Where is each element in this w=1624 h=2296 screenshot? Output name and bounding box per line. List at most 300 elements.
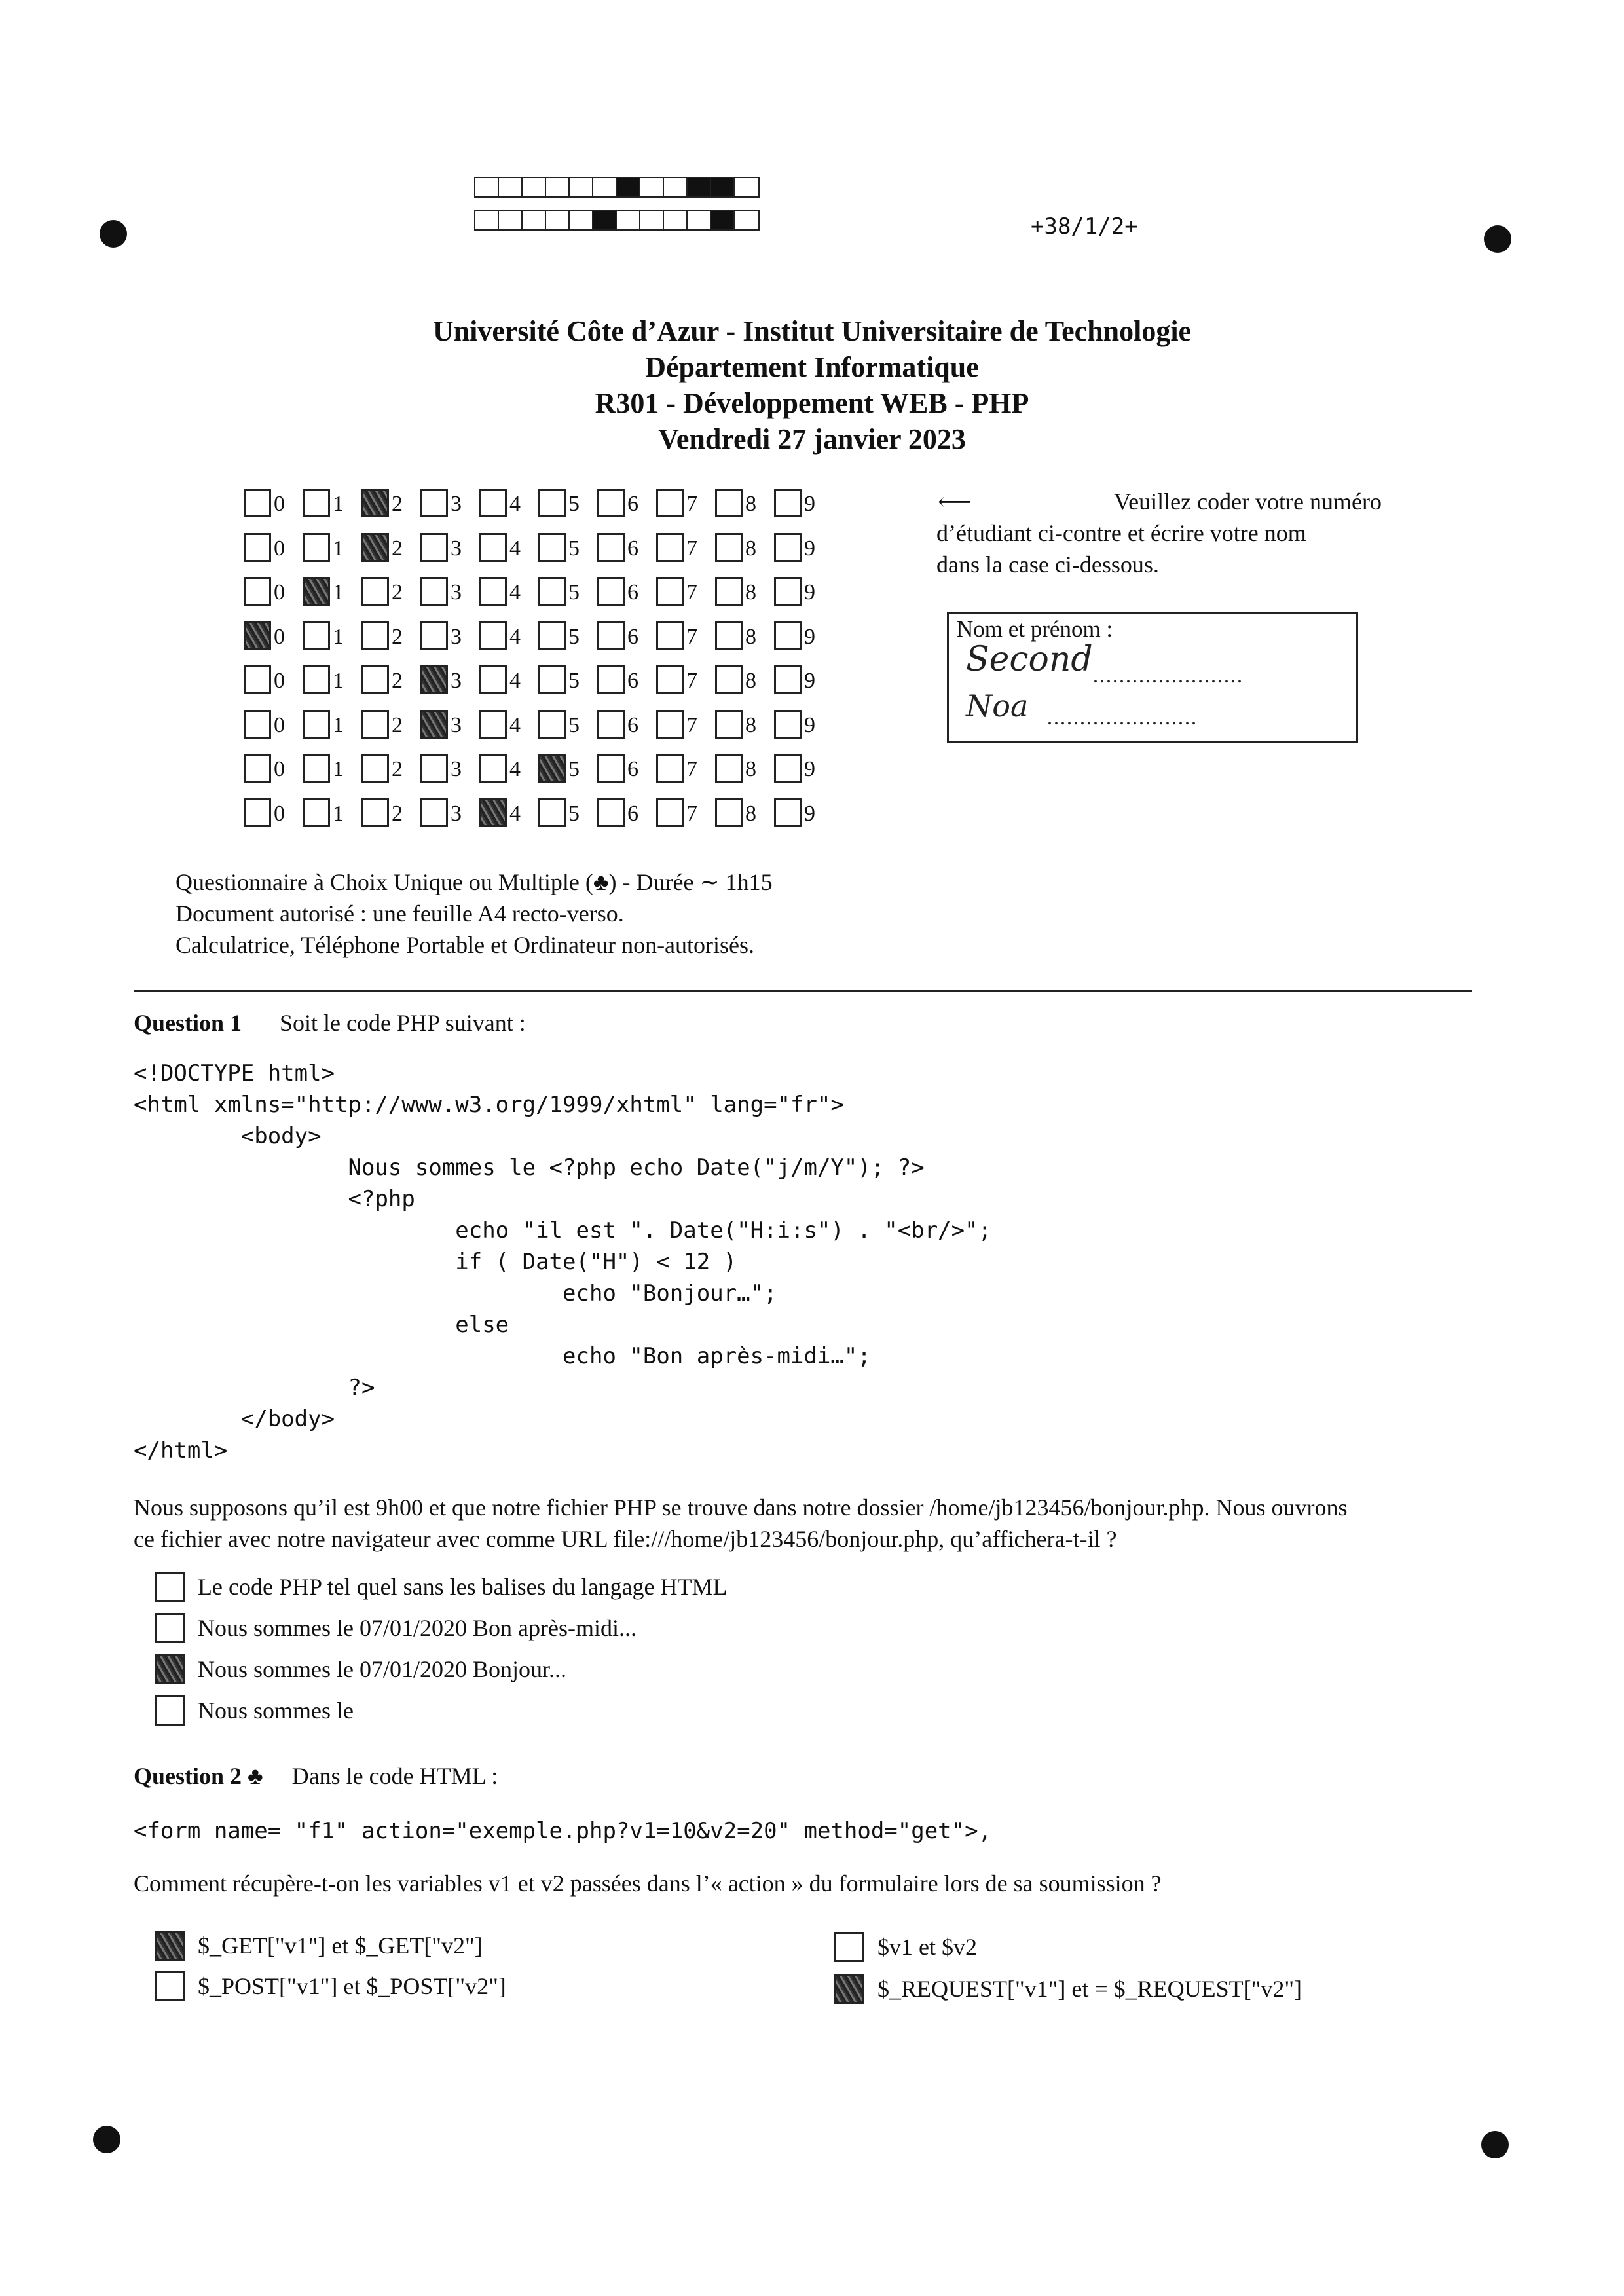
digit-checkbox-filled[interactable]	[479, 798, 507, 827]
digit-checkbox[interactable]	[774, 754, 802, 783]
digit-label: 7	[686, 580, 697, 604]
digit-label: 7	[686, 757, 697, 781]
digit-option	[715, 572, 774, 606]
digit-label: 9	[804, 624, 815, 649]
barcode-cell	[711, 178, 735, 196]
question-2-choice[interactable]	[834, 1932, 977, 1962]
digit-option	[538, 616, 597, 650]
answer-checkbox[interactable]	[155, 1613, 185, 1643]
digit-option	[244, 660, 303, 694]
digit-option	[303, 660, 361, 694]
digit-checkbox[interactable]	[244, 710, 271, 739]
digit-option	[597, 793, 656, 827]
digit-label: 9	[804, 492, 815, 516]
barcode-cell	[499, 211, 523, 229]
digit-checkbox-filled[interactable]	[361, 533, 389, 562]
digit-checkbox-filled[interactable]	[303, 577, 330, 606]
digit-option	[420, 528, 479, 562]
question-1-code: <!DOCTYPE html> <html xmlns="http://www.w3.org/1999/xhtml" lang="fr"> <body> Nous sommes le <?php echo Date("j/m/Y"); ?> <?php echo "il est ". Date("H:i:s") . "<br/>"; if ( Date("H") < 12 ) echo "Bonjour…"; else echo "Bon après-midi…"; ?> </body> </html>	[134, 1060, 992, 1464]
question-1-text	[134, 1492, 1348, 1555]
barcode-cell	[593, 211, 617, 229]
page-barcode-top	[474, 177, 760, 198]
digit-checkbox[interactable]	[303, 533, 330, 562]
page-id: +38/1/2+	[1031, 213, 1138, 240]
digit-checkbox[interactable]	[538, 798, 566, 827]
digit-label: 9	[804, 713, 815, 737]
digit-label: 6	[627, 492, 638, 516]
digit-label: 8	[745, 580, 756, 604]
student-number-row	[244, 572, 833, 606]
digit-label: 1	[333, 536, 344, 561]
digit-checkbox[interactable]	[656, 533, 684, 562]
digit-checkbox[interactable]	[715, 665, 743, 694]
student-number-row	[244, 616, 833, 650]
barcode-cell	[570, 178, 593, 196]
digit-checkbox[interactable]	[774, 798, 802, 827]
digit-option	[538, 749, 597, 783]
digit-option	[303, 528, 361, 562]
digit-checkbox[interactable]	[303, 754, 330, 783]
digit-checkbox[interactable]	[244, 577, 271, 606]
digit-label: 4	[509, 536, 521, 561]
question-2-choice[interactable]	[155, 1971, 506, 2001]
digit-label: 1	[333, 580, 344, 604]
digit-checkbox[interactable]	[244, 489, 271, 517]
digit-checkbox[interactable]	[774, 665, 802, 694]
digit-label: 0	[274, 757, 285, 781]
digit-checkbox[interactable]	[538, 621, 566, 650]
digit-label: 1	[333, 713, 344, 737]
question-1-text-line-2: ce fichier avec notre navigateur avec comme URL file:///home/jb123456/bonjour.php, qu’affichera-t-il ?	[134, 1526, 1117, 1552]
digit-checkbox[interactable]	[656, 798, 684, 827]
answer-label: Le code PHP tel quel sans les balises du langage HTML	[198, 1574, 728, 1600]
header-date: Vendredi 27 janvier 2023	[658, 423, 966, 455]
digit-label: 2	[392, 801, 403, 826]
digit-label: 5	[568, 669, 580, 693]
digit-checkbox[interactable]	[774, 710, 802, 739]
digit-option	[774, 616, 833, 650]
digit-checkbox[interactable]	[656, 665, 684, 694]
barcode-cell	[570, 211, 593, 229]
digit-checkbox[interactable]	[597, 710, 625, 739]
digit-label: 5	[568, 492, 580, 516]
digit-label: 2	[392, 713, 403, 737]
registration-dot-top-right	[1484, 225, 1511, 253]
digit-option	[479, 749, 538, 783]
name-dots-line-1: .......................	[1093, 663, 1244, 687]
digit-checkbox[interactable]	[361, 665, 389, 694]
question-2	[134, 1760, 498, 1792]
digit-option	[774, 705, 833, 739]
barcode-cell	[546, 178, 570, 196]
digit-label: 8	[745, 624, 756, 649]
digit-option	[420, 793, 479, 827]
answer-checkbox[interactable]	[834, 1932, 864, 1962]
digit-checkbox[interactable]	[303, 489, 330, 517]
name-box[interactable]	[947, 612, 1358, 743]
answer-checkbox[interactable]	[155, 1572, 185, 1602]
question-1-text-line-1: Nous supposons qu’il est 9h00 et que notre fichier PHP se trouve dans notre dossier /home/jb123456/bonjour.php. Nous ouvrons	[134, 1494, 1348, 1521]
digit-checkbox[interactable]	[420, 533, 448, 562]
digit-checkbox-filled[interactable]	[361, 489, 389, 517]
digit-option	[361, 616, 420, 650]
answer-checkbox-checked[interactable]	[834, 1974, 864, 2004]
question-2-choice[interactable]	[155, 1931, 483, 1961]
digit-checkbox[interactable]	[303, 798, 330, 827]
digit-option	[244, 793, 303, 827]
digit-checkbox[interactable]	[715, 577, 743, 606]
barcode-cell	[617, 178, 640, 196]
digit-option	[656, 660, 715, 694]
instructions-line-3: dans la case ci-dessous.	[936, 551, 1159, 578]
digit-checkbox[interactable]	[774, 577, 802, 606]
digit-label: 7	[686, 536, 697, 561]
digit-label: 1	[333, 757, 344, 781]
answer-checkbox-checked[interactable]	[155, 1654, 185, 1684]
digit-option	[303, 483, 361, 517]
digit-checkbox[interactable]	[597, 577, 625, 606]
digit-option	[244, 572, 303, 606]
barcode-cell	[640, 211, 664, 229]
header-university: Université Côte d’Azur - Institut Universitaire de Technologie	[432, 315, 1192, 347]
question-1-choice[interactable]	[155, 1654, 566, 1684]
instructions-line-2: d’étudiant ci-contre et écrire votre nom	[936, 520, 1306, 546]
digit-label: 4	[509, 492, 521, 516]
handwritten-first-name: Noa	[966, 688, 1029, 724]
barcode-cell	[546, 211, 570, 229]
barcode-cell	[664, 211, 688, 229]
digit-label: 1	[333, 669, 344, 693]
digit-option	[479, 572, 538, 606]
student-number-row	[244, 705, 833, 739]
name-dots-line-2: .......................	[1047, 705, 1198, 729]
digit-label: 3	[451, 492, 462, 516]
question-2-title: Question 2 ♣	[134, 1763, 263, 1789]
digit-label: 5	[568, 713, 580, 737]
question-1-choice[interactable]	[155, 1613, 637, 1643]
digit-checkbox[interactable]	[597, 621, 625, 650]
digit-checkbox[interactable]	[479, 621, 507, 650]
digit-option	[715, 616, 774, 650]
digit-option	[303, 749, 361, 783]
digit-label: 2	[392, 492, 403, 516]
digit-label: 6	[627, 801, 638, 826]
digit-option	[361, 705, 420, 739]
question-2-code: <form name= "f1" action="exemple.php?v1=10&v2=20" method="get">,	[134, 1818, 992, 1844]
digit-label: 4	[509, 669, 521, 693]
digit-label: 9	[804, 536, 815, 561]
digit-label: 9	[804, 757, 815, 781]
digit-option	[715, 528, 774, 562]
digit-option	[715, 660, 774, 694]
exam-info	[175, 866, 773, 961]
question-2-choice[interactable]	[834, 1974, 1302, 2004]
digit-option	[303, 793, 361, 827]
digit-label: 0	[274, 580, 285, 604]
digit-label: 8	[745, 801, 756, 826]
handwritten-last-name: Second	[966, 640, 1093, 679]
digit-option	[479, 705, 538, 739]
answer-checkbox[interactable]	[155, 1971, 185, 2001]
header-course: R301 - Développement WEB - PHP	[595, 387, 1029, 419]
digit-checkbox[interactable]	[656, 754, 684, 783]
instructions-line-1: Veuillez coder votre numéro	[1114, 489, 1382, 515]
digit-label: 6	[627, 624, 638, 649]
digit-option	[244, 749, 303, 783]
digit-checkbox[interactable]	[361, 754, 389, 783]
digit-option	[361, 749, 420, 783]
question-1-intro: Soit le code PHP suivant :	[280, 1010, 526, 1036]
student-number-row	[244, 749, 833, 783]
digit-option	[303, 705, 361, 739]
exam-info-line-2: Document autorisé : une feuille A4 recto-verso.	[175, 900, 624, 927]
digit-label: 3	[451, 580, 462, 604]
digit-checkbox[interactable]	[597, 798, 625, 827]
digit-checkbox[interactable]	[479, 754, 507, 783]
digit-option	[420, 616, 479, 650]
digit-checkbox[interactable]	[774, 621, 802, 650]
answer-label: $_GET["v1"] et $_GET["v2"]	[198, 1933, 483, 1959]
digit-label: 9	[804, 801, 815, 826]
digit-option	[656, 749, 715, 783]
digit-label: 2	[392, 624, 403, 649]
digit-option	[420, 483, 479, 517]
digit-label: 8	[745, 536, 756, 561]
digit-option	[656, 793, 715, 827]
digit-option	[538, 483, 597, 517]
registration-dot-bottom-right	[1481, 2131, 1509, 2158]
digit-label: 5	[568, 757, 580, 781]
digit-label: 0	[274, 624, 285, 649]
digit-checkbox[interactable]	[303, 665, 330, 694]
digit-checkbox[interactable]	[715, 754, 743, 783]
digit-label: 6	[627, 757, 638, 781]
digit-label: 7	[686, 801, 697, 826]
digit-checkbox[interactable]	[597, 533, 625, 562]
digit-checkbox[interactable]	[479, 710, 507, 739]
digit-checkbox[interactable]	[244, 533, 271, 562]
digit-label: 0	[274, 801, 285, 826]
digit-checkbox[interactable]	[538, 710, 566, 739]
digit-label: 7	[686, 492, 697, 516]
digit-checkbox[interactable]	[479, 489, 507, 517]
digit-checkbox[interactable]	[420, 489, 448, 517]
digit-checkbox[interactable]	[538, 489, 566, 517]
digit-option	[538, 528, 597, 562]
registration-dot-bottom-left	[93, 2126, 120, 2153]
digit-checkbox[interactable]	[597, 665, 625, 694]
digit-checkbox[interactable]	[656, 489, 684, 517]
digit-option	[479, 616, 538, 650]
digit-option	[538, 793, 597, 827]
digit-checkbox[interactable]	[420, 754, 448, 783]
digit-option	[656, 528, 715, 562]
barcode-cell	[640, 178, 664, 196]
digit-label: 7	[686, 713, 697, 737]
digit-option	[656, 616, 715, 650]
digit-option	[597, 483, 656, 517]
digit-checkbox[interactable]	[597, 754, 625, 783]
digit-option	[244, 705, 303, 739]
digit-checkbox[interactable]	[538, 533, 566, 562]
digit-label: 7	[686, 624, 697, 649]
digit-option	[774, 749, 833, 783]
digit-option	[715, 705, 774, 739]
digit-checkbox[interactable]	[656, 710, 684, 739]
digit-label: 4	[509, 801, 521, 826]
exam-info-line-3: Calculatrice, Téléphone Portable et Ordinateur non-autorisés.	[175, 932, 755, 958]
digit-option	[244, 616, 303, 650]
digit-option	[715, 793, 774, 827]
answer-label: $v1 et $v2	[877, 1934, 977, 1960]
question-1-title: Question 1	[134, 1010, 242, 1036]
digit-checkbox-filled[interactable]	[538, 754, 566, 783]
digit-checkbox-filled[interactable]	[244, 621, 271, 650]
barcode-cell	[499, 178, 523, 196]
digit-option	[361, 793, 420, 827]
digit-option	[420, 749, 479, 783]
digit-label: 9	[804, 580, 815, 604]
instructions	[936, 486, 1382, 580]
barcode-cell	[735, 211, 758, 229]
digit-label: 8	[745, 713, 756, 737]
digit-option	[361, 528, 420, 562]
digit-checkbox[interactable]	[656, 577, 684, 606]
exam-info-line-1: Questionnaire à Choix Unique ou Multiple (♣) - Durée ∼ 1h15	[175, 869, 773, 895]
arrow-left-icon: ⟵	[938, 489, 972, 515]
student-number-row	[244, 528, 833, 562]
page-barcode-bottom	[474, 210, 760, 231]
digit-option	[774, 528, 833, 562]
barcode-cell	[593, 178, 617, 196]
digit-checkbox[interactable]	[420, 798, 448, 827]
digit-option	[479, 793, 538, 827]
question-1-choice[interactable]	[155, 1695, 354, 1726]
digit-checkbox[interactable]	[361, 621, 389, 650]
digit-label: 5	[568, 536, 580, 561]
digit-label: 3	[451, 757, 462, 781]
answer-label: $_POST["v1"] et $_POST["v2"]	[198, 1973, 506, 1999]
digit-checkbox[interactable]	[361, 798, 389, 827]
digit-checkbox[interactable]	[479, 665, 507, 694]
digit-label: 3	[451, 669, 462, 693]
digit-checkbox[interactable]	[244, 754, 271, 783]
barcode-cell	[475, 178, 499, 196]
digit-option	[538, 660, 597, 694]
digit-label: 5	[568, 580, 580, 604]
digit-checkbox[interactable]	[479, 577, 507, 606]
digit-checkbox[interactable]	[479, 533, 507, 562]
digit-checkbox[interactable]	[244, 665, 271, 694]
separator-rule	[134, 990, 1472, 992]
digit-option	[715, 749, 774, 783]
digit-checkbox[interactable]	[656, 621, 684, 650]
digit-option	[597, 749, 656, 783]
digit-label: 2	[392, 757, 403, 781]
digit-checkbox[interactable]	[361, 710, 389, 739]
digit-label: 3	[451, 801, 462, 826]
digit-label: 6	[627, 580, 638, 604]
digit-label: 6	[627, 536, 638, 561]
digit-option	[479, 660, 538, 694]
question-1-choice[interactable]	[155, 1572, 728, 1602]
digit-option	[538, 572, 597, 606]
digit-option	[244, 483, 303, 517]
digit-checkbox[interactable]	[715, 489, 743, 517]
answer-checkbox[interactable]	[155, 1695, 185, 1726]
digit-checkbox[interactable]	[715, 533, 743, 562]
digit-label: 1	[333, 624, 344, 649]
digit-label: 6	[627, 713, 638, 737]
barcode-cell	[523, 178, 546, 196]
digit-label: 4	[509, 757, 521, 781]
digit-label: 4	[509, 624, 521, 649]
digit-checkbox[interactable]	[715, 798, 743, 827]
digit-option	[479, 528, 538, 562]
digit-checkbox[interactable]	[420, 577, 448, 606]
digit-checkbox[interactable]	[303, 710, 330, 739]
digit-option	[361, 660, 420, 694]
digit-label: 3	[451, 713, 462, 737]
digit-label: 4	[509, 580, 521, 604]
answer-label: Nous sommes le	[198, 1697, 354, 1724]
digit-checkbox[interactable]	[244, 798, 271, 827]
digit-label: 9	[804, 669, 815, 693]
registration-dot-top-left	[100, 220, 127, 248]
barcode-cell	[711, 211, 735, 229]
digit-checkbox[interactable]	[303, 621, 330, 650]
digit-option	[774, 660, 833, 694]
answer-checkbox-checked[interactable]	[155, 1931, 185, 1961]
digit-option	[715, 483, 774, 517]
student-number-row	[244, 793, 833, 827]
barcode-cell	[523, 211, 546, 229]
digit-checkbox[interactable]	[538, 665, 566, 694]
digit-checkbox[interactable]	[420, 621, 448, 650]
digit-checkbox[interactable]	[774, 489, 802, 517]
digit-label: 8	[745, 669, 756, 693]
digit-label: 0	[274, 669, 285, 693]
digit-checkbox[interactable]	[715, 710, 743, 739]
digit-option	[303, 572, 361, 606]
answer-label: Nous sommes le 07/01/2020 Bon après-midi...	[198, 1615, 637, 1641]
digit-option	[420, 705, 479, 739]
digit-option	[479, 483, 538, 517]
digit-checkbox[interactable]	[538, 577, 566, 606]
digit-label: 0	[274, 713, 285, 737]
digit-checkbox-filled[interactable]	[420, 665, 448, 694]
digit-option	[361, 572, 420, 606]
digit-checkbox-filled[interactable]	[420, 710, 448, 739]
digit-label: 3	[451, 624, 462, 649]
digit-label: 4	[509, 713, 521, 737]
student-number-row	[244, 660, 833, 694]
digit-label: 0	[274, 492, 285, 516]
digit-option	[597, 528, 656, 562]
digit-checkbox[interactable]	[361, 577, 389, 606]
digit-option	[420, 572, 479, 606]
digit-label: 7	[686, 669, 697, 693]
digit-checkbox[interactable]	[715, 621, 743, 650]
digit-checkbox[interactable]	[597, 489, 625, 517]
digit-checkbox[interactable]	[774, 533, 802, 562]
digit-option	[656, 572, 715, 606]
digit-label: 6	[627, 669, 638, 693]
digit-label: 1	[333, 801, 344, 826]
barcode-cell	[688, 211, 711, 229]
digit-option	[303, 616, 361, 650]
digit-label: 1	[333, 492, 344, 516]
